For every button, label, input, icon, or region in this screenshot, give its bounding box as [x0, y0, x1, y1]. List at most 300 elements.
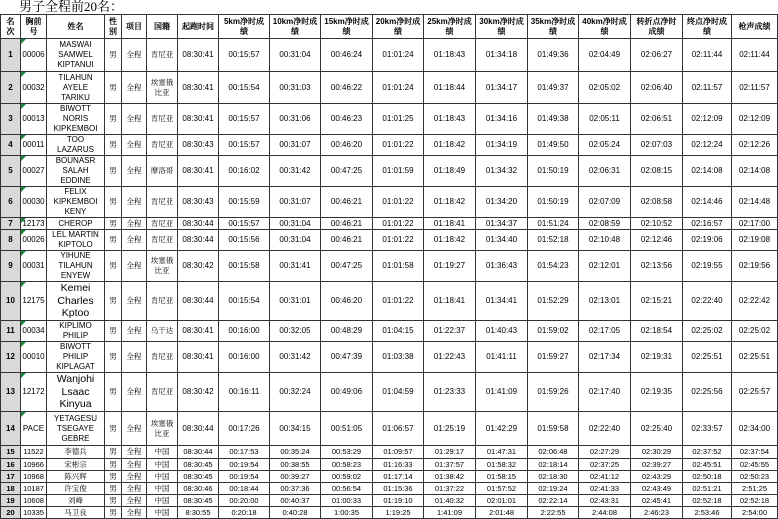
finish-net-time-cell: [683, 72, 732, 104]
bib-cell: [21, 373, 47, 412]
split-5km-text: 00:15:56: [228, 235, 260, 244]
gender-cell: [105, 156, 122, 187]
rank-cell: [1, 342, 21, 373]
split-25km-text: 01:18:41: [433, 218, 466, 228]
gun-time-text: 02:17:00: [738, 218, 771, 228]
split-10km-text: 00:32:24: [279, 387, 311, 396]
name-text: YIHUNE TILAHUN ENYEW: [58, 251, 93, 280]
finish-net-time-text: 02:11:57: [691, 82, 723, 92]
nationality-cell: [147, 218, 178, 230]
split-25km-text: 01:40:32: [434, 495, 465, 505]
split-35km-text: 01:49:38: [537, 114, 569, 123]
split-40km-cell: [579, 446, 631, 459]
split-15km-text: 00:46:20: [330, 140, 363, 149]
event-text: 全程: [126, 483, 142, 493]
finish-net-time-cell: [683, 373, 732, 412]
table-row: [1, 471, 778, 483]
bib-cell: [21, 495, 47, 507]
turnaround-net-time-text: 02:06:40: [640, 82, 673, 92]
start-time-text: 08:30:45: [183, 471, 213, 481]
name-cell: [47, 321, 105, 342]
split-5km-cell: [219, 156, 270, 187]
start-time-cell: [178, 483, 219, 495]
gun-time-cell: [732, 446, 778, 459]
rank-text: 12: [6, 352, 15, 361]
split-30km-cell: [476, 446, 528, 459]
split-35km-text: 01:59:26: [537, 387, 569, 396]
split-35km-cell: [528, 459, 579, 471]
gun-time-cell: [732, 412, 778, 446]
start-time-text: 08:30:45: [183, 459, 213, 469]
bib-cell: [21, 282, 47, 321]
event-cell: [122, 135, 147, 156]
event-cell: [122, 412, 147, 446]
split-5km-cell: [219, 321, 270, 342]
gun-time-cell: [732, 507, 778, 519]
start-time-text: 08:30:42: [182, 387, 214, 396]
finish-net-time-text: 2:53:46: [694, 507, 720, 517]
gun-time-text: 02:22:42: [738, 296, 771, 305]
table-row: [1, 156, 778, 187]
error-indicator-icon: [21, 218, 26, 223]
gender-cell: [105, 230, 122, 251]
name-text: KIPLIMO PHILIP: [59, 321, 92, 340]
split-25km-text: 01:37:57: [434, 459, 465, 469]
gender-text: 男: [109, 495, 117, 505]
split-35km-cell: [528, 507, 579, 519]
split-35km-text: 01:54:23: [537, 261, 569, 270]
header-split-40km: 40km净时成绩: [579, 15, 631, 39]
bib-text: 12175: [22, 296, 45, 305]
split-25km-text: 01:18:42: [433, 140, 466, 149]
name-cell: [47, 251, 105, 282]
split-15km-cell: [321, 471, 373, 483]
error-indicator-icon: [21, 187, 26, 192]
rank-cell: [1, 187, 21, 218]
rank-cell: [1, 373, 21, 412]
split-15km-cell: [321, 230, 373, 251]
split-10km-text: 00:31:42: [279, 352, 311, 361]
finish-net-time-cell: [683, 39, 732, 72]
turnaround-net-time-cell: [631, 459, 683, 471]
split-40km-text: 02:05:11: [589, 114, 620, 123]
split-20km-text: 01:06:57: [382, 423, 414, 433]
start-time-text: 08:30:44: [182, 235, 214, 244]
split-10km-cell: [270, 282, 321, 321]
split-35km-text: 02:19:24: [538, 483, 568, 493]
turnaround-net-time-text: 2:46:23: [643, 507, 670, 517]
event-cell: [122, 321, 147, 342]
rank-cell: [1, 39, 21, 72]
error-indicator-icon: [21, 412, 26, 417]
header-split-25km: 25km净时成绩: [424, 15, 476, 39]
finish-net-time-cell: [683, 471, 732, 483]
split-20km-text: 01:04:15: [382, 326, 414, 335]
split-30km-cell: [476, 321, 528, 342]
split-10km-cell: [270, 251, 321, 282]
bib-text: 11522: [23, 447, 44, 456]
gender-cell: [105, 104, 122, 135]
turnaround-net-time-cell: [631, 446, 683, 459]
split-20km-text: 01:09:57: [383, 447, 413, 456]
rank-text: 5: [8, 166, 13, 175]
bib-cell: [21, 471, 47, 483]
turnaround-net-time-text: 02:45:41: [641, 495, 672, 505]
split-30km-cell: [476, 218, 528, 230]
split-35km-text: 01:49:36: [537, 50, 569, 59]
gender-cell: [105, 72, 122, 104]
split-20km-text: 01:01:59: [382, 166, 414, 175]
gender-cell: [105, 321, 122, 342]
split-40km-cell: [579, 495, 631, 507]
split-35km-text: 01:50:19: [537, 166, 569, 175]
rank-text: 8: [8, 235, 13, 244]
split-35km-cell: [528, 483, 579, 495]
split-10km-cell: [270, 412, 321, 446]
gun-time-cell: [732, 321, 778, 342]
nationality-text: 肯尼亚: [150, 235, 174, 244]
nationality-text: 肯尼亚: [150, 197, 174, 206]
split-35km-cell: [528, 187, 579, 218]
bib-cell: [21, 218, 47, 230]
start-time-text: 08:30:41: [182, 166, 214, 175]
split-10km-cell: [270, 507, 321, 519]
split-30km-cell: [476, 459, 528, 471]
split-25km-cell: [424, 321, 476, 342]
gender-text: 男: [109, 326, 117, 335]
split-35km-text: 01:49:37: [537, 82, 569, 92]
name-cell: [47, 471, 105, 483]
finish-net-time-text: 02:19:06: [691, 235, 723, 244]
header-event: 项目: [122, 15, 147, 39]
finish-net-time-text: 02:16:57: [691, 218, 723, 228]
gun-time-cell: [732, 39, 778, 72]
split-40km-cell: [579, 230, 631, 251]
split-25km-text: 01:18:43: [433, 50, 466, 59]
split-40km-cell: [579, 471, 631, 483]
split-20km-text: 01:04:59: [382, 387, 414, 396]
split-5km-cell: [219, 471, 270, 483]
start-time-cell: [178, 373, 219, 412]
split-20km-cell: [373, 342, 424, 373]
split-5km-text: 00:15:58: [228, 261, 260, 270]
start-time-text: 08:30:46: [183, 483, 213, 493]
turnaround-net-time-text: 02:39:27: [641, 459, 672, 469]
finish-net-time-cell: [683, 507, 732, 519]
split-15km-text: 00:49:06: [330, 387, 363, 396]
event-text: 全程: [126, 82, 142, 92]
header-turnaround-net-time: 转折点净时成绩: [631, 15, 683, 39]
split-10km-text: 00:37:36: [280, 483, 310, 493]
name-cell: [47, 282, 105, 321]
split-30km-text: 2:01:48: [488, 507, 515, 517]
start-time-cell: [178, 459, 219, 471]
nationality-text: 摩洛哥: [150, 166, 174, 175]
turnaround-net-time-cell: [631, 156, 683, 187]
turnaround-net-time-text: 02:43:29: [641, 471, 672, 481]
header-finish-net-time: 终点净时成绩: [683, 15, 732, 39]
rank-text: 14: [6, 423, 15, 433]
event-text: 全程: [126, 197, 142, 206]
finish-net-time-cell: [683, 495, 732, 507]
split-15km-cell: [321, 321, 373, 342]
error-indicator-icon: [21, 39, 26, 44]
turnaround-net-time-text: 02:06:27: [640, 50, 673, 59]
split-40km-text: 2:44:08: [591, 507, 618, 517]
finish-net-time-text: 02:25:02: [691, 326, 723, 335]
gender-text: 男: [109, 483, 117, 493]
gender-cell: [105, 135, 122, 156]
gun-time-text: 02:14:08: [738, 166, 771, 175]
bib-text: 00027: [22, 166, 45, 175]
bib-text: 00013: [22, 114, 45, 123]
split-5km-cell: [219, 187, 270, 218]
error-indicator-icon: [21, 104, 26, 109]
nationality-cell: [147, 495, 178, 507]
split-25km-cell: [424, 156, 476, 187]
split-30km-text: 02:01:01: [486, 495, 517, 505]
table-row: [1, 39, 778, 72]
split-30km-cell: [476, 471, 528, 483]
split-40km-text: 02:41:12: [589, 471, 620, 481]
start-time-cell: [178, 230, 219, 251]
event-cell: [122, 373, 147, 412]
table-row: [1, 412, 778, 446]
finish-net-time-text: 02:37:52: [692, 447, 722, 456]
split-20km-text: 01:01:22: [382, 296, 414, 305]
split-25km-text: 01:19:27: [433, 261, 466, 270]
turnaround-net-time-text: 02:43:49: [641, 483, 672, 493]
split-10km-cell: [270, 135, 321, 156]
split-40km-text: 02:10:48: [588, 235, 621, 244]
split-30km-cell: [476, 230, 528, 251]
nationality-text: 中国: [154, 459, 170, 469]
split-20km-text: 01:01:22: [382, 197, 414, 206]
split-10km-cell: [270, 218, 321, 230]
gun-time-text: 02:25:02: [738, 326, 771, 335]
split-20km-cell: [373, 282, 424, 321]
name-text: BIWOTT PHILIP KIPLAGAT: [56, 342, 95, 371]
bib-text: 00031: [22, 261, 45, 270]
turnaround-net-time-text: 02:12:46: [640, 235, 673, 244]
split-25km-text: 01:25:19: [433, 423, 466, 433]
gender-text: 男: [109, 471, 117, 481]
split-15km-cell: [321, 251, 373, 282]
split-15km-text: 00:46:21: [330, 235, 363, 244]
bib-text: 00030: [22, 197, 45, 206]
nationality-cell: [147, 446, 178, 459]
split-40km-text: 02:08:59: [588, 218, 621, 228]
gender-text: 男: [109, 447, 117, 456]
nationality-cell: [147, 459, 178, 471]
nationality-cell: [147, 507, 178, 519]
split-20km-cell: [373, 483, 424, 495]
turnaround-net-time-cell: [631, 135, 683, 156]
nationality-cell: [147, 156, 178, 187]
split-40km-text: 02:41:33: [589, 483, 620, 493]
split-25km-cell: [424, 507, 476, 519]
split-30km-cell: [476, 156, 528, 187]
nationality-cell: [147, 72, 178, 104]
split-10km-text: 00:34:15: [279, 423, 311, 433]
split-30km-text: 01:36:43: [485, 261, 518, 270]
split-35km-text: 01:49:50: [537, 140, 569, 149]
turnaround-net-time-text: 02:19:35: [640, 387, 673, 396]
nationality-text: 乌干达: [150, 326, 174, 335]
finish-net-time-text: 02:33:57: [691, 423, 723, 433]
start-time-cell: [178, 495, 219, 507]
split-40km-text: 02:22:40: [588, 423, 621, 433]
split-40km-text: 02:43:31: [589, 495, 620, 505]
gun-time-cell: [732, 282, 778, 321]
header-gun-time: 枪声成绩: [732, 15, 778, 39]
split-5km-cell: [219, 483, 270, 495]
split-30km-cell: [476, 342, 528, 373]
split-15km-text: 00:59:02: [331, 471, 362, 481]
split-20km-cell: [373, 230, 424, 251]
table-row: [1, 251, 778, 282]
split-30km-text: 01:34:37: [485, 218, 518, 228]
split-40km-cell: [579, 282, 631, 321]
event-cell: [122, 72, 147, 104]
split-15km-cell: [321, 459, 373, 471]
event-cell: [122, 495, 147, 507]
turnaround-net-time-cell: [631, 483, 683, 495]
name-text: TOO LAZARUS: [57, 135, 94, 154]
start-time-text: 08:30:41: [182, 50, 214, 59]
split-30km-cell: [476, 251, 528, 282]
error-indicator-icon: [21, 373, 26, 378]
nationality-text: 肯尼亚: [150, 296, 174, 305]
gun-time-text: 02:34:00: [738, 423, 771, 433]
split-30km-cell: [476, 507, 528, 519]
split-25km-text: 01:18:44: [433, 82, 466, 92]
split-40km-text: 02:05:02: [588, 82, 621, 92]
nationality-text: 中国: [154, 495, 170, 505]
split-5km-text: 00:17:26: [228, 423, 260, 433]
split-15km-text: 00:46:23: [330, 114, 363, 123]
split-30km-cell: [476, 72, 528, 104]
split-20km-cell: [373, 251, 424, 282]
start-time-text: 08:30:44: [182, 423, 214, 433]
split-30km-text: 01:41:11: [486, 352, 517, 361]
header-split-10km: 10km净时成绩: [270, 15, 321, 39]
nationality-text: 肯尼亚: [150, 50, 174, 59]
split-20km-cell: [373, 39, 424, 72]
nationality-text: 肯尼亚: [150, 387, 174, 396]
split-40km-text: 02:37:25: [589, 459, 620, 469]
start-time-text: 08:30:45: [183, 495, 213, 505]
event-text: 全程: [126, 218, 142, 228]
turnaround-net-time-cell: [631, 39, 683, 72]
start-time-cell: [178, 39, 219, 72]
event-text: 全程: [126, 261, 142, 270]
turnaround-net-time-text: 02:18:54: [640, 326, 673, 335]
split-5km-text: 00:15:57: [228, 50, 260, 59]
finish-net-time-text: 02:14:08: [691, 166, 723, 175]
split-40km-text: 02:17:34: [588, 352, 621, 361]
split-15km-cell: [321, 187, 373, 218]
start-time-cell: [178, 282, 219, 321]
split-15km-text: 00:46:21: [330, 218, 363, 228]
rank-cell: [1, 218, 21, 230]
gun-time-text: 02:11:57: [739, 82, 770, 92]
finish-net-time-cell: [683, 135, 732, 156]
split-10km-text: 00:31:42: [279, 166, 311, 175]
split-20km-cell: [373, 104, 424, 135]
split-20km-text: 01:17:14: [383, 471, 413, 481]
finish-net-time-cell: [683, 230, 732, 251]
gun-time-text: 02:50:23: [739, 471, 770, 481]
split-30km-text: 01:34:40: [485, 235, 518, 244]
turnaround-net-time-cell: [631, 507, 683, 519]
split-25km-text: 01:22:43: [433, 352, 466, 361]
finish-net-time-text: 02:11:44: [691, 50, 723, 59]
rank-text: 6: [8, 197, 13, 206]
split-5km-cell: [219, 39, 270, 72]
name-text: CHEROP: [58, 218, 93, 228]
gender-text: 男: [109, 140, 117, 149]
name-cell: [47, 507, 105, 519]
split-30km-text: 01:34:20: [485, 197, 518, 206]
split-20km-cell: [373, 446, 424, 459]
event-text: 全程: [126, 459, 142, 469]
start-time-text: 08:30:41: [182, 326, 214, 335]
split-20km-cell: [373, 218, 424, 230]
split-20km-text: 01:01:24: [382, 82, 414, 92]
split-10km-text: 00:31:04: [279, 50, 311, 59]
split-10km-cell: [270, 471, 321, 483]
gender-text: 男: [109, 352, 117, 361]
split-20km-cell: [373, 187, 424, 218]
split-10km-cell: [270, 72, 321, 104]
name-cell: [47, 495, 105, 507]
rank-text: 4: [8, 140, 13, 149]
split-35km-cell: [528, 230, 579, 251]
event-text: 全程: [126, 140, 142, 149]
split-25km-text: 01:18:49: [433, 166, 466, 175]
finish-net-time-cell: [683, 251, 732, 282]
split-5km-cell: [219, 230, 270, 251]
header-start-time: 起跑时间: [178, 15, 219, 39]
rank-cell: [1, 459, 21, 471]
split-30km-cell: [476, 135, 528, 156]
start-time-cell: [178, 187, 219, 218]
gun-time-text: 02:25:51: [738, 352, 771, 361]
gun-time-cell: [732, 483, 778, 495]
split-20km-cell: [373, 495, 424, 507]
event-cell: [122, 483, 147, 495]
rank-cell: [1, 507, 21, 519]
event-text: 全程: [126, 447, 142, 456]
split-25km-text: 01:18:42: [433, 197, 466, 206]
split-15km-cell: [321, 218, 373, 230]
table-body: [1, 39, 778, 519]
split-15km-text: 00:51:05: [330, 423, 363, 433]
table-row: [1, 342, 778, 373]
split-35km-text: 2:22:55: [540, 507, 566, 517]
start-time-cell: [178, 446, 219, 459]
nationality-cell: [147, 342, 178, 373]
gun-time-text: 2:51:25: [741, 483, 768, 493]
gender-cell: [105, 39, 122, 72]
split-5km-text: 0:20:18: [231, 507, 257, 517]
table-row: [1, 135, 778, 156]
turnaround-net-time-text: 02:13:56: [640, 261, 673, 270]
split-35km-cell: [528, 251, 579, 282]
split-5km-cell: [219, 218, 270, 230]
split-25km-cell: [424, 446, 476, 459]
